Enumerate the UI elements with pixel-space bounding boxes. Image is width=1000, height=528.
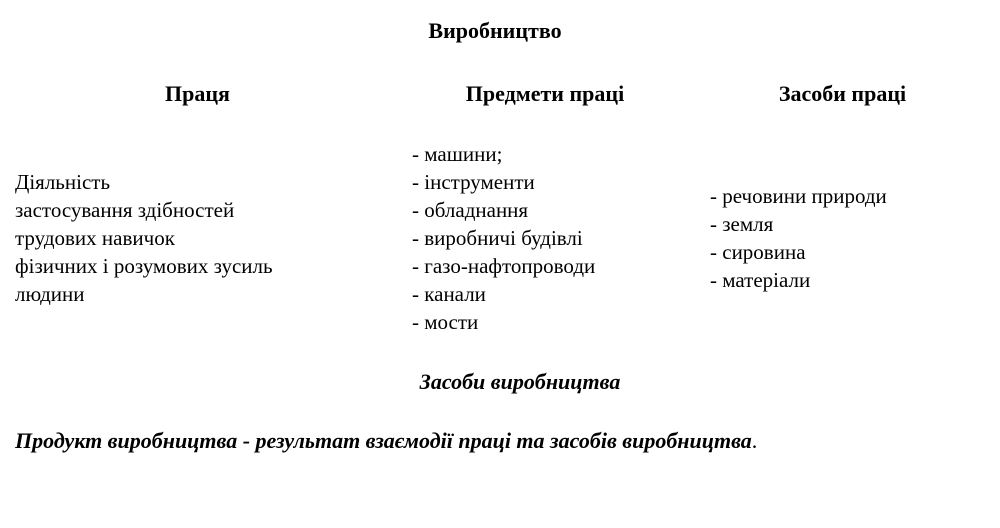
list-item: - газо-нафтопроводи [412, 254, 596, 278]
list-item: - матеріали [710, 268, 811, 292]
means-of-production-label: Засоби виробництва [419, 369, 621, 394]
list-item: - речовини природи [710, 184, 887, 208]
list-item: - обладнання [412, 198, 529, 222]
product-definition-end-mark: . [751, 428, 758, 453]
list-item: застосування здібностей [15, 198, 235, 222]
list-item: - канали [412, 282, 486, 306]
product-definition-text: Продукт виробництва - результат взаємодії праці та засобів виробництва [15, 428, 752, 453]
list-item: - машини; [412, 142, 503, 166]
list-item: людини [15, 282, 85, 306]
list-item: - інструменти [412, 170, 535, 194]
page-title: Виробництво [428, 18, 562, 43]
list-item: Діяльність [15, 170, 111, 194]
labour-description-list [15, 168, 273, 308]
objects-of-labour-list [412, 140, 595, 336]
list-item: - виробничі будівлі [412, 226, 583, 250]
list-item: - мости [412, 310, 479, 334]
list-item: трудових навичок [15, 226, 175, 250]
list-item: фізичних і розумових зусиль [15, 254, 273, 278]
means-of-labour-list [710, 182, 887, 294]
product-definition [15, 428, 757, 454]
list-item: - сировина [710, 240, 806, 264]
list-item: - земля [710, 212, 774, 236]
labour-heading: Праця [165, 81, 230, 106]
means-of-labour-heading: Засоби праці [778, 81, 907, 106]
objects-of-labour-heading: Предмети праці [465, 81, 625, 106]
